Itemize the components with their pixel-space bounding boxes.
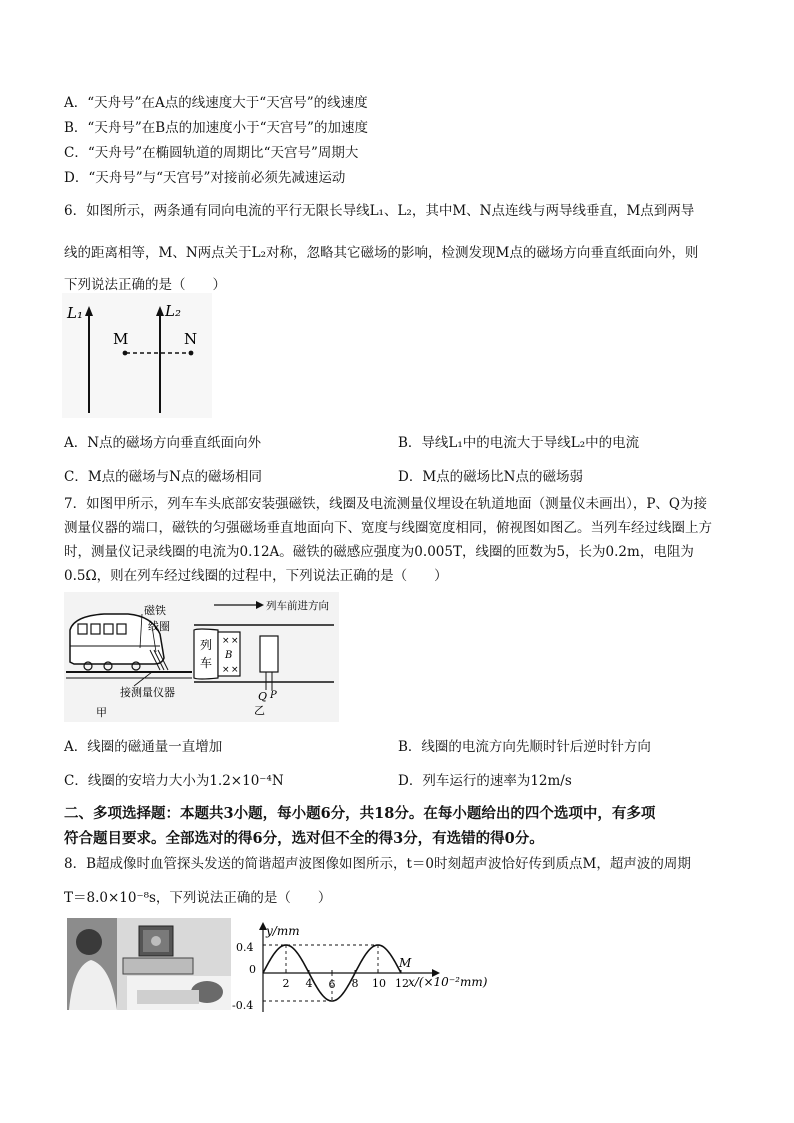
wave-chart (232, 918, 488, 1014)
point-m-label: M (399, 956, 412, 970)
ultrasound-exam-photo (67, 918, 231, 1010)
label-p: P (270, 690, 277, 701)
label-q: Q (258, 690, 268, 703)
q5-option-d: D．“天舟号”与“天宫号”对接前必须先减速运动 (64, 170, 346, 186)
q6-option-b: B．导线L₁中的电流大于导线L₂中的电流 (398, 435, 640, 451)
field-x: × (231, 665, 239, 675)
point-m-dot (123, 351, 128, 356)
x-tick-label: 2 (282, 977, 290, 990)
q7-option-d: D．列车运行的速率为12m/s (398, 773, 572, 789)
label-instrument: 接测量仪器 (120, 686, 175, 699)
q7-option-a: A．线圈的磁通量一直增加 (64, 739, 223, 755)
label-m: M (113, 330, 129, 348)
field-x: × (222, 665, 230, 675)
field-x: × (231, 636, 239, 646)
label-train-1: 列 (200, 638, 213, 652)
x-tick-label: 10 (372, 977, 386, 990)
y-axis-label: y/mm (266, 924, 300, 938)
field-x: × (222, 636, 230, 646)
y-tick-neg-0.4: -0.4 (232, 999, 254, 1012)
label-magnet: 磁铁 (144, 604, 166, 617)
q7-stem-line-2: 测量仪器的端口，磁铁的匀强磁场垂直地面向下、宽度与线圈宽度相同，俯视图如图乙。当列车经过线圈上方 (64, 520, 712, 536)
q5-option-a: A．“天舟号”在A点的线速度大于“天宫号”的线速度 (64, 95, 368, 111)
x-axis-label: x/(×10⁻²mm) (408, 975, 488, 989)
x-tick-label: 4 (305, 977, 313, 990)
label-jia: 甲 (96, 706, 107, 719)
x-tick-label: 8 (351, 977, 359, 990)
y-tick-0.4: 0.4 (236, 941, 254, 954)
x-tick-label: 12 (395, 977, 409, 990)
q7-train-figure (64, 592, 339, 722)
train-top-view (194, 629, 218, 679)
label-b: B (225, 650, 233, 661)
origin-label: 0 (249, 963, 256, 976)
section-2-heading-line-1: 二、多项选择题：本题共3小题，每小题6分，共18分。在每小题给出的四个选项中，有多项 (64, 805, 656, 822)
q5-option-b: B．“天舟号”在B点的加速度小于“天宫号”的加速度 (64, 120, 368, 136)
label-train-2: 车 (200, 656, 213, 670)
q7-stem-line-3: 时，测量仪记录线圈的电流为0.12A。磁铁的磁感应强度为0.005T，线圈的匝数为5，长为0.2m，电阻为 (64, 544, 694, 560)
q7-stem-line-4: 0.5Ω，则在列车经过线圈的过程中，下列说法正确的是（ ） (64, 568, 448, 584)
q6-option-a: A．N点的磁场方向垂直纸面向外 (64, 435, 262, 451)
q7-option-c: C．线圈的安培力大小为1.2×10⁻⁴N (64, 773, 284, 789)
label-direction: 列车前进方向 (266, 600, 329, 612)
q6-stem-line-2: 线的距离相等，M、N两点关于L₂对称，忽略其它磁场的影响，检测发现M点的磁场方向垂直纸面向外，则 (64, 245, 699, 261)
q5-option-c: C．“天舟号”在椭圆轨道的周期比“天宫号”周期大 (64, 145, 359, 161)
q7-stem-line-1: 7．如图甲所示，列车车头底部安装强磁铁，线圈及电流测量仪埋设在轨道地面（测量仪未画出），P、Q为接 (64, 496, 707, 512)
q6-option-c: C．M点的磁场与N点的磁场相同 (64, 469, 262, 485)
label-yi: 乙 (254, 704, 265, 717)
q6-wires-figure (62, 293, 212, 418)
q6-stem-line-1: 6．如图所示，两条通有同向电流的平行无限长导线L₁、L₂，其中M、N点连线与两导线垂直，M点到两导 (64, 203, 695, 219)
label-coil: 线圈 (148, 620, 170, 633)
x-tick-label: 6 (328, 978, 336, 991)
q8-stem-line-2: T＝8.0×10⁻⁸s，下列说法正确的是（ ） (64, 890, 332, 906)
label-l2: L₂ (165, 302, 181, 320)
q8-stem-line-1: 8．B超成像时血管探头发送的简谐超声波图像如图所示，t＝0时刻超声波恰好传到质点M，超声波的周期 (64, 856, 691, 872)
label-l1: L₁ (67, 304, 83, 322)
section-2-heading-line-2: 符合题目要求。全部选对的得6分，选对但不全的得3分，有选错的得0分。 (64, 830, 544, 847)
coil-top-view (260, 636, 278, 672)
q7-option-b: B．线圈的电流方向先顺时针后逆时针方向 (398, 739, 651, 755)
point-n-dot (189, 351, 194, 356)
q6-option-d: D．M点的磁场比N点的磁场弱 (398, 469, 583, 485)
label-n: N (184, 330, 198, 348)
q6-stem-line-3: 下列说法正确的是（ ） (64, 277, 226, 293)
